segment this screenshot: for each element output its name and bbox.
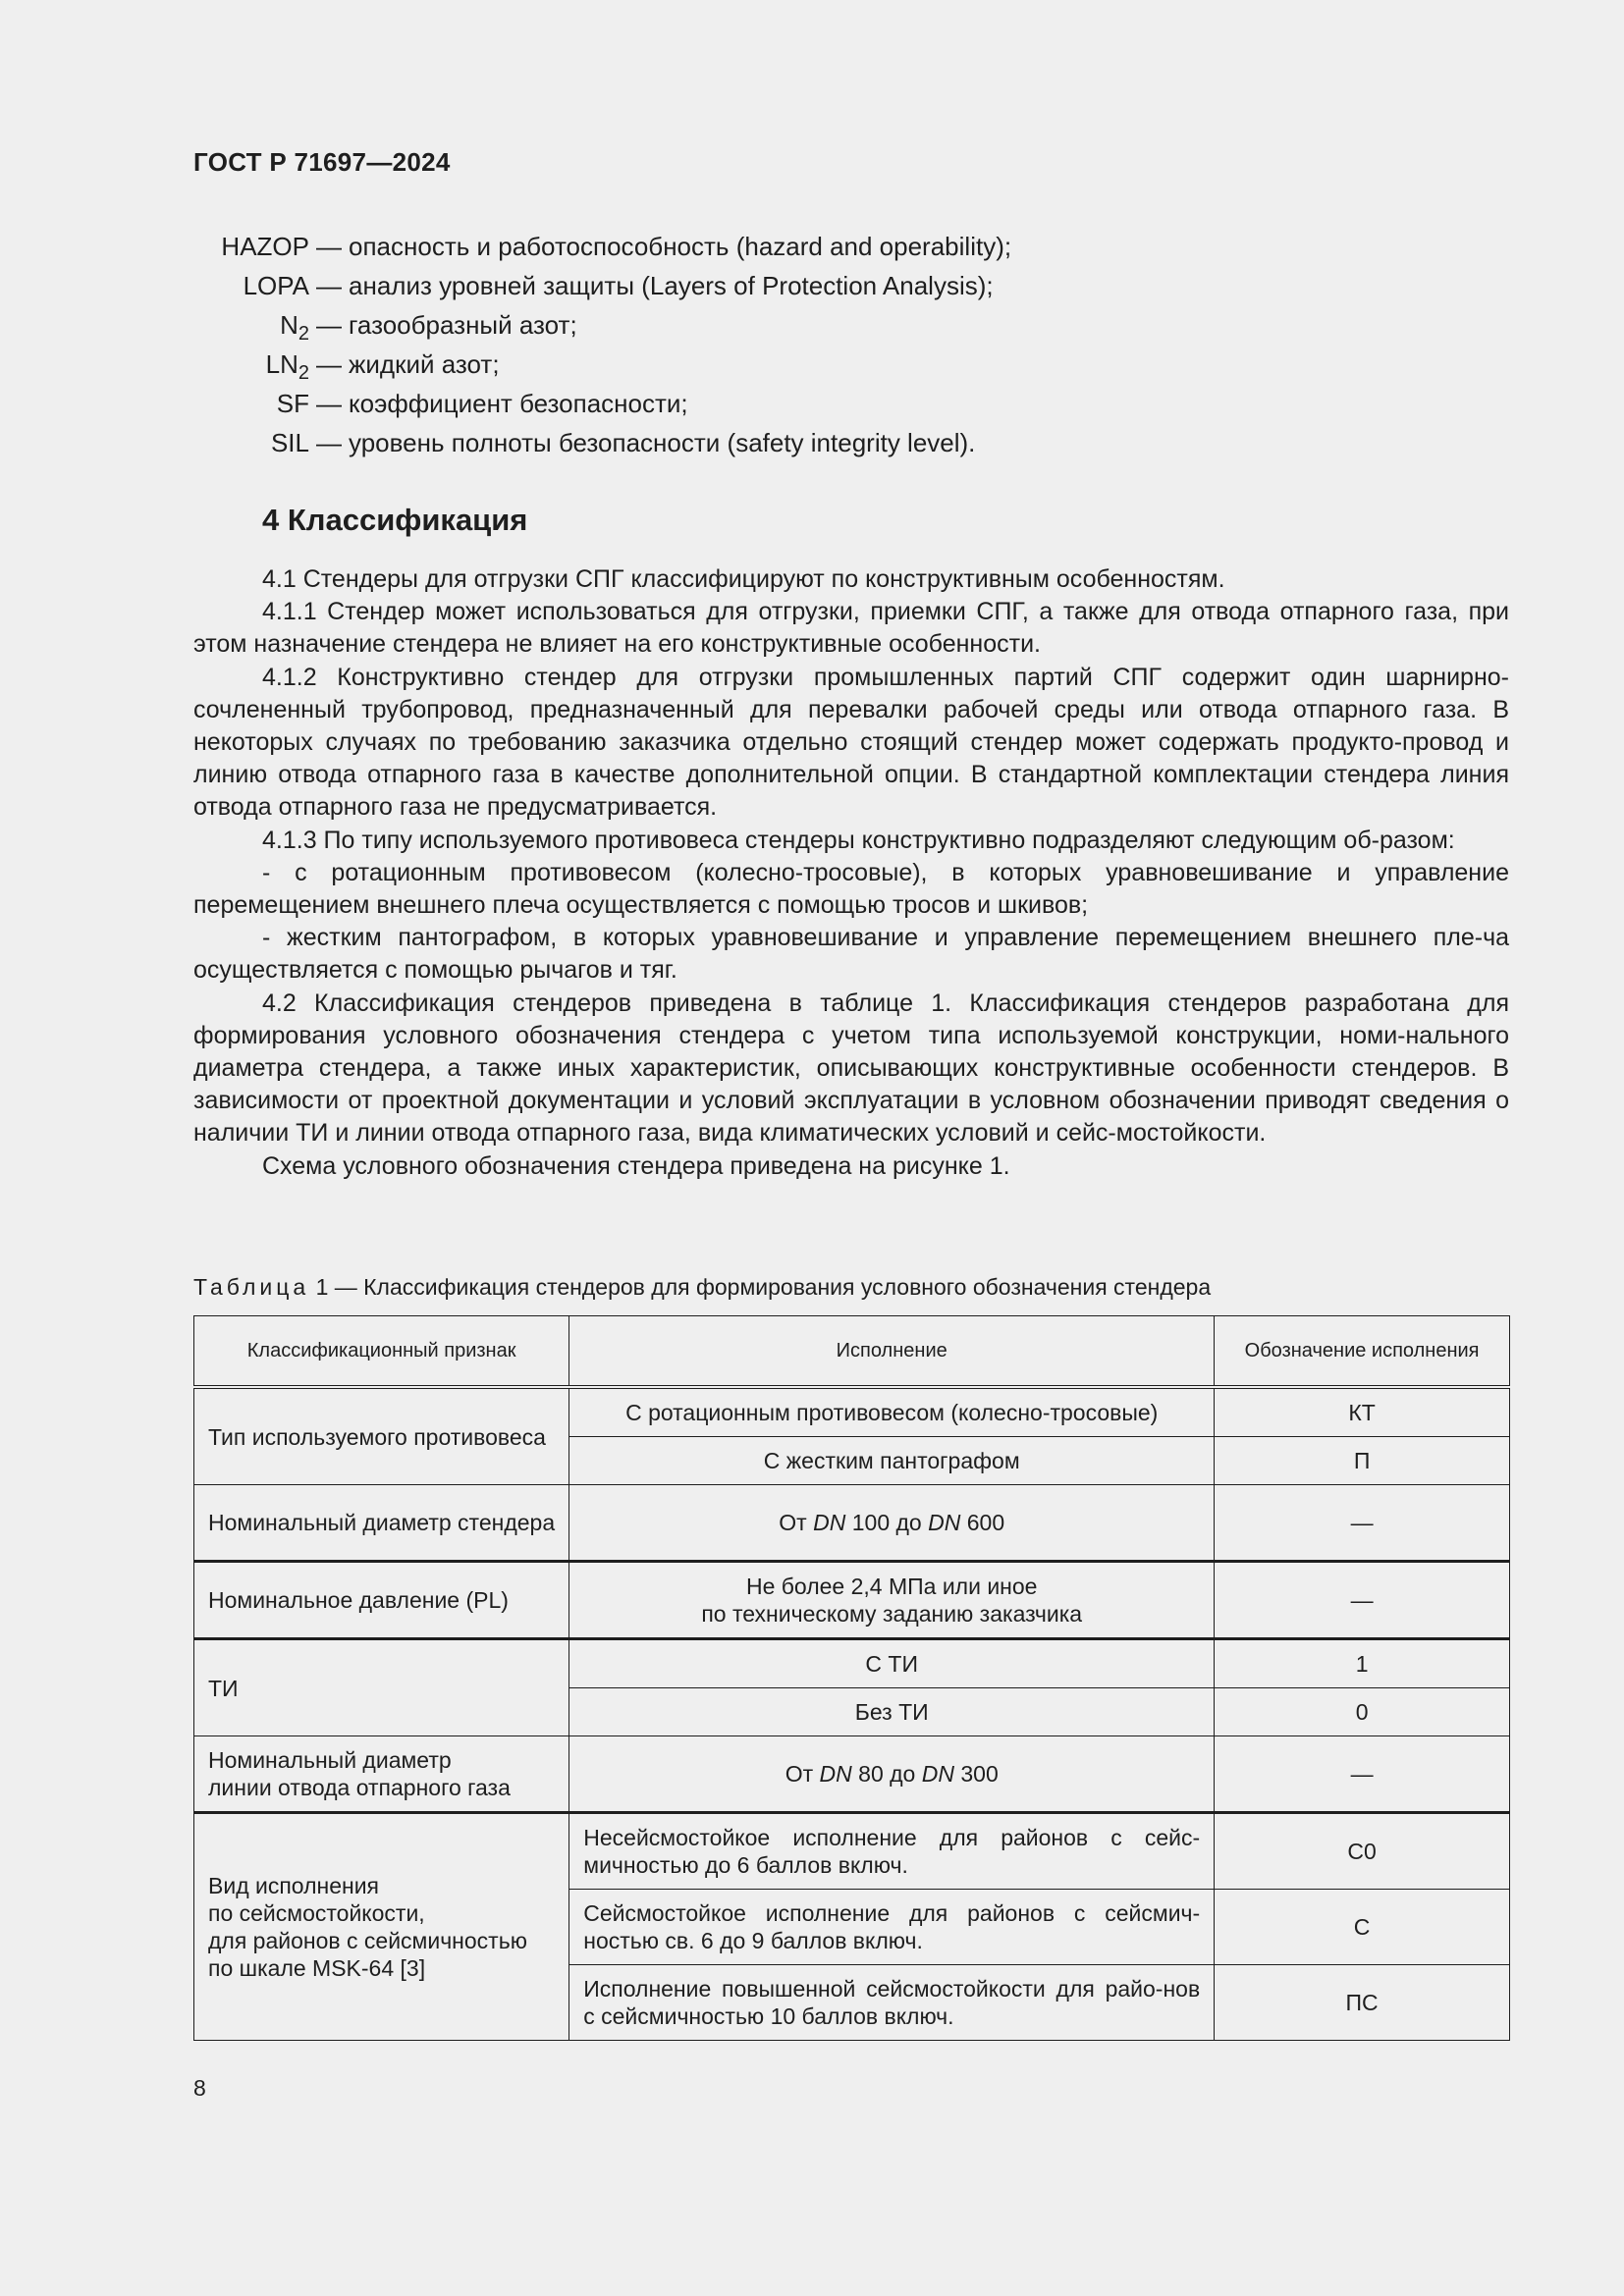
- abbreviation-definition: коэффициент безопасности;: [349, 389, 688, 418]
- designation-cell: ПС: [1215, 1965, 1510, 2041]
- table-row: [194, 1813, 1510, 1890]
- table-row: [194, 1639, 1510, 1688]
- designation-cell: —: [1215, 1485, 1510, 1562]
- abbreviation-item: [193, 428, 1509, 467]
- abbreviation-term: $LN_2$: [265, 349, 309, 384]
- abbreviation-term: LOPA: [243, 271, 309, 300]
- abbreviation-item: [193, 232, 1509, 271]
- designation-cell: 0: [1215, 1688, 1510, 1736]
- feature-cell: Вид исполнения по сейсмостойкости, для районов с сейсмичностью по шкале MSK-64 [3]: [194, 1813, 569, 2041]
- abbreviation-dash: —: [316, 271, 342, 300]
- designation-cell: С0: [1215, 1813, 1510, 1890]
- header-designation: Обозначение исполнения: [1215, 1316, 1510, 1388]
- execution-cell: Без ТИ: [569, 1688, 1215, 1736]
- designation-cell: —: [1215, 1736, 1510, 1813]
- abbreviation-item: [193, 389, 1509, 428]
- paragraph: 4.1.2 Конструктивно стендер для отгрузки промышленных партий СПГ содержит один шарнирно-сочлененный трубопровод, предназначенный для перевалки рабочей среды или отвода отпарного газа. В некоторых случаях по требованию заказчика отдельно стоящий стендер может содержать продукто-провод и линию отвода отпарного газа в качестве дополнительной опции. В стандартной комплектации стендера линия отвода отпарного газа не предусматривается.: [193, 663, 1509, 822]
- table-row: [194, 1485, 1510, 1562]
- feature-cell: Номинальное давление (PL): [194, 1562, 569, 1639]
- execution-cell: От DN 100 до DN 600: [569, 1485, 1215, 1562]
- list-item: - с ротационным противовесом (колесно-тросовые), в которых уравновешивание и управление перемещением внешнего плеча осуществляется с помощью тросов и шкивов;: [193, 858, 1509, 920]
- section-body: [193, 563, 1509, 1183]
- standard-code-header: ГОСТ Р 71697—2024: [193, 147, 451, 177]
- paragraph: Схема условного обозначения стендера приведена на рисунке 1.: [262, 1151, 1010, 1180]
- designation-cell: 1: [1215, 1639, 1510, 1688]
- feature-cell: ТИ: [194, 1639, 569, 1736]
- execution-cell: С жестким пантографом: [569, 1437, 1215, 1485]
- classification-table: [193, 1315, 1510, 2041]
- abbreviation-definition: анализ уровней защиты (Layers of Protection Analysis);: [349, 271, 994, 300]
- header-feature: Классификационный признак: [194, 1316, 569, 1388]
- table-row: [194, 1562, 1510, 1639]
- abbreviation-dash: —: [316, 232, 342, 261]
- table-row: [194, 1387, 1510, 1437]
- designation-cell: КТ: [1215, 1387, 1510, 1437]
- execution-cell: Несейсмостойкое исполнение для районов с сейс-мичностью до 6 баллов включ.: [569, 1813, 1215, 1890]
- abbreviation-definition: уровень полноты безопасности (safety integrity level).: [349, 428, 976, 457]
- header-execution: Исполнение: [569, 1316, 1215, 1388]
- abbreviation-dash: —: [316, 389, 342, 418]
- execution-cell: Не более 2,4 МПа или иное по техническому заданию заказчика: [569, 1562, 1215, 1639]
- page-number: 8: [193, 2075, 206, 2101]
- execution-cell: От DN 80 до DN 300: [569, 1736, 1215, 1813]
- execution-cell: С ТИ: [569, 1639, 1215, 1688]
- feature-cell: Номинальный диаметр линии отвода отпарного газа: [194, 1736, 569, 1813]
- paragraph: 4.1.1 Стендер может использоваться для отгрузки, приемки СПГ, а также для отвода отпарного газа, при этом назначение стендера не влияет на его конструктивные особенности.: [193, 598, 1509, 659]
- paragraph: 4.1 Стендеры для отгрузки СПГ классифицируют по конструктивным особенностям.: [262, 565, 1225, 593]
- section-heading: 4 Классификация: [262, 503, 528, 537]
- abbreviation-dash: —: [316, 428, 342, 457]
- execution-cell: Сейсмостойкое исполнение для районов с сейсмич-ностью св. 6 до 9 баллов включ.: [569, 1890, 1215, 1965]
- table-header-row: [194, 1316, 1510, 1388]
- paragraph: 4.2 Классификация стендеров приведена в таблице 1. Классификация стендеров разработана для формирования условного обозначения стендера с учетом типа используемой конструкции, номи-нального диаметра стендера, а также иных характеристик, описывающих конструктивные особенности стендеров. В зависимости от проектной документации и условий эксплуатации в условном обозначении приводят сведения о наличии ТИ и линии отвода отпарного газа, вида климатических условий и сейс-мостойкости.: [193, 988, 1509, 1148]
- feature-cell: Тип используемого противовеса: [194, 1387, 569, 1485]
- table-row: [194, 1736, 1510, 1813]
- abbreviation-definition: жидкий азот;: [349, 349, 500, 379]
- abbreviation-term: HAZOP: [221, 232, 309, 261]
- abbreviation-definition: газообразный азот;: [349, 310, 577, 340]
- abbreviation-item: [193, 271, 1509, 310]
- table-caption: Таблица 1 — Классификация стендеров для формирования условного обозначения стендера: [193, 1274, 1212, 1300]
- abbreviation-dash: —: [316, 349, 342, 379]
- abbreviation-item: [193, 349, 1509, 389]
- abbreviation-dash: —: [316, 310, 342, 340]
- abbreviation-term: SF: [276, 389, 309, 418]
- abbreviation-definition: опасность и работоспособность (hazard and operability);: [349, 232, 1012, 261]
- abbreviations-list: [193, 232, 1509, 467]
- designation-cell: —: [1215, 1562, 1510, 1639]
- execution-cell: С ротационным противовесом (колесно-тросовые): [569, 1387, 1215, 1437]
- designation-cell: С: [1215, 1890, 1510, 1965]
- feature-cell: Номинальный диаметр стендера: [194, 1485, 569, 1562]
- abbreviation-term: $N_2$: [280, 310, 309, 345]
- designation-cell: П: [1215, 1437, 1510, 1485]
- execution-cell: Исполнение повышенной сейсмостойкости для райо-нов с сейсмичностью 10 баллов включ.: [569, 1965, 1215, 2041]
- list-item: - жестким пантографом, в которых уравновешивание и управление перемещением внешнего пле-ча осуществляется с помощью рычагов и тяг.: [193, 924, 1509, 985]
- paragraph: 4.1.3 По типу используемого противовеса стендеры конструктивно подразделяют следующим об-разом:: [262, 826, 1455, 854]
- abbreviation-item: [193, 310, 1509, 349]
- abbreviation-term: SIL: [270, 428, 309, 457]
